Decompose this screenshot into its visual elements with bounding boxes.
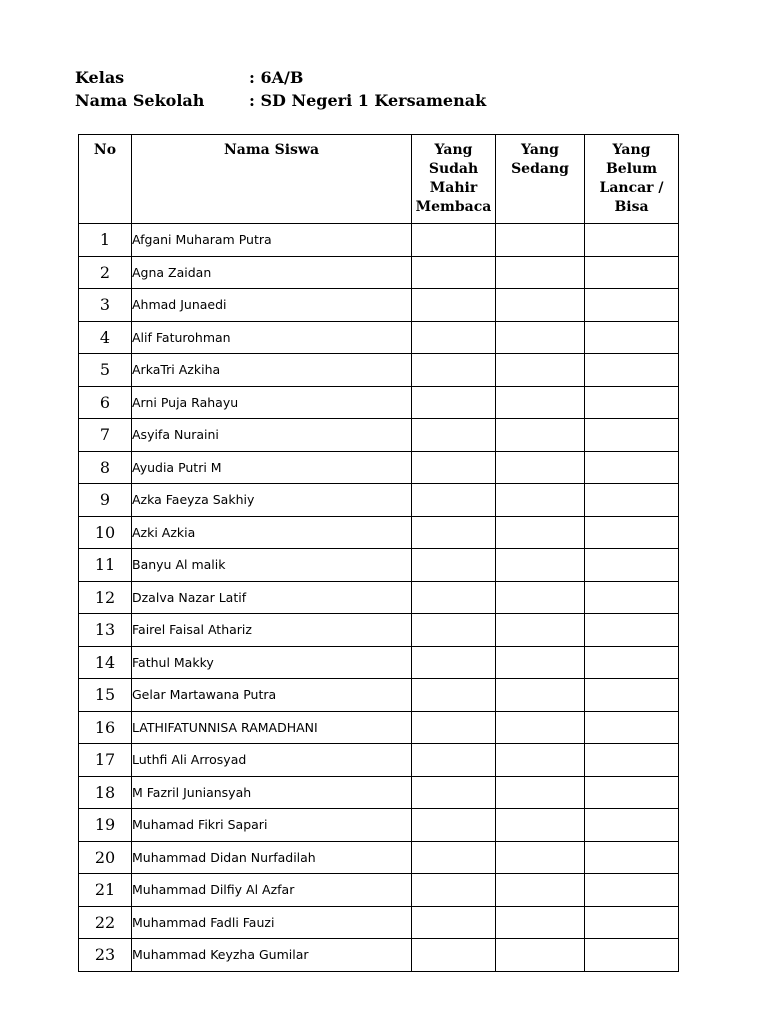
student-name: Muhammad Dilfiy Al Azfar [132, 874, 412, 907]
belum-cell [585, 906, 679, 939]
table-row [79, 354, 679, 387]
sedang-cell [496, 711, 585, 744]
belum-cell [585, 549, 679, 582]
column-header-no: No [79, 135, 132, 224]
mahir-cell [412, 484, 496, 517]
belum-cell [585, 874, 679, 907]
student-number: 22 [79, 906, 132, 939]
student-number: 13 [79, 614, 132, 647]
column-header-sedang: Yang Sedang [496, 135, 585, 224]
sekolah-row [75, 89, 486, 112]
table-row [79, 289, 679, 322]
student-name: Azka Faeyza Sakhiy [132, 484, 412, 517]
belum-cell [585, 224, 679, 257]
student-number: 5 [79, 354, 132, 387]
sekolah-value: : SD Negeri 1 Kersamenak [249, 91, 487, 110]
student-reading-table [78, 134, 679, 972]
belum-cell [585, 776, 679, 809]
mahir-cell [412, 906, 496, 939]
student-number: 15 [79, 679, 132, 712]
mahir-cell [412, 646, 496, 679]
mahir-cell [412, 711, 496, 744]
belum-cell [585, 451, 679, 484]
student-name: LATHIFATUNNISA RAMADHANI [132, 711, 412, 744]
student-name: Dzalva Nazar Latif [132, 581, 412, 614]
sedang-cell [496, 354, 585, 387]
student-name: Muhammad Keyzha Gumilar [132, 939, 412, 972]
sedang-cell [496, 484, 585, 517]
mahir-cell [412, 386, 496, 419]
table-row [79, 484, 679, 517]
student-number: 16 [79, 711, 132, 744]
sedang-cell [496, 386, 585, 419]
sedang-cell [496, 516, 585, 549]
mahir-cell [412, 516, 496, 549]
mahir-cell [412, 224, 496, 257]
table-row [79, 256, 679, 289]
student-name: Alif Faturohman [132, 321, 412, 354]
belum-cell [585, 744, 679, 777]
mahir-cell [412, 841, 496, 874]
table-row [79, 744, 679, 777]
table-row [79, 321, 679, 354]
mahir-cell [412, 321, 496, 354]
mahir-cell [412, 354, 496, 387]
sedang-cell [496, 679, 585, 712]
sedang-cell [496, 451, 585, 484]
belum-cell [585, 321, 679, 354]
student-number: 4 [79, 321, 132, 354]
student-name: Muhamad Fikri Sapari [132, 809, 412, 842]
table-row [79, 711, 679, 744]
belum-cell [585, 939, 679, 972]
sedang-cell [496, 581, 585, 614]
student-name: Afgani Muharam Putra [132, 224, 412, 257]
table-row [79, 939, 679, 972]
student-name: Azki Azkia [132, 516, 412, 549]
belum-cell [585, 646, 679, 679]
student-number: 21 [79, 874, 132, 907]
table-row [79, 809, 679, 842]
kelas-value: : 6A/B [249, 68, 304, 87]
student-name: Asyifa Nuraini [132, 419, 412, 452]
belum-cell [585, 809, 679, 842]
mahir-cell [412, 289, 496, 322]
column-header-name: Nama Siswa [132, 135, 412, 224]
student-name: Luthfi Ali Arrosyad [132, 744, 412, 777]
student-name: Ayudia Putri M [132, 451, 412, 484]
student-number: 18 [79, 776, 132, 809]
belum-cell [585, 256, 679, 289]
student-name: Gelar Martawana Putra [132, 679, 412, 712]
mahir-cell [412, 451, 496, 484]
student-name: Banyu Al malik [132, 549, 412, 582]
sekolah-label: Nama Sekolah [75, 91, 205, 110]
student-number: 7 [79, 419, 132, 452]
student-number: 3 [79, 289, 132, 322]
sedang-cell [496, 224, 585, 257]
student-number: 11 [79, 549, 132, 582]
sedang-cell [496, 874, 585, 907]
belum-cell [585, 516, 679, 549]
student-name: Ahmad Junaedi [132, 289, 412, 322]
student-name: Arni Puja Rahayu [132, 386, 412, 419]
table-header-row [79, 135, 679, 224]
sedang-cell [496, 776, 585, 809]
belum-cell [585, 484, 679, 517]
student-number: 17 [79, 744, 132, 777]
kelas-label: Kelas [75, 68, 125, 87]
sedang-cell [496, 321, 585, 354]
table-row [79, 874, 679, 907]
sedang-cell [496, 549, 585, 582]
belum-cell [585, 581, 679, 614]
document-header [75, 66, 486, 112]
table-row [79, 419, 679, 452]
belum-cell [585, 614, 679, 647]
belum-cell [585, 679, 679, 712]
table-row [79, 906, 679, 939]
table-row [79, 516, 679, 549]
table-row [79, 776, 679, 809]
belum-cell [585, 711, 679, 744]
student-number: 8 [79, 451, 132, 484]
table-row [79, 581, 679, 614]
student-number: 1 [79, 224, 132, 257]
sedang-cell [496, 841, 585, 874]
table-row [79, 386, 679, 419]
student-name: Muhammad Fadli Fauzi [132, 906, 412, 939]
table-row [79, 841, 679, 874]
sedang-cell [496, 646, 585, 679]
student-number: 23 [79, 939, 132, 972]
mahir-cell [412, 679, 496, 712]
sedang-cell [496, 809, 585, 842]
student-name: Muhammad Didan Nurfadilah [132, 841, 412, 874]
student-name: ArkaTri Azkiha [132, 354, 412, 387]
student-number: 10 [79, 516, 132, 549]
table-row [79, 646, 679, 679]
mahir-cell [412, 776, 496, 809]
student-name: Agna Zaidan [132, 256, 412, 289]
mahir-cell [412, 581, 496, 614]
kelas-row [75, 66, 486, 89]
table-row [79, 224, 679, 257]
sedang-cell [496, 744, 585, 777]
sedang-cell [496, 289, 585, 322]
column-header-mahir: Yang Sudah Mahir Membaca [412, 135, 496, 224]
mahir-cell [412, 549, 496, 582]
sedang-cell [496, 614, 585, 647]
student-number: 14 [79, 646, 132, 679]
mahir-cell [412, 419, 496, 452]
mahir-cell [412, 256, 496, 289]
belum-cell [585, 419, 679, 452]
mahir-cell [412, 939, 496, 972]
mahir-cell [412, 614, 496, 647]
student-name: Fathul Makky [132, 646, 412, 679]
student-number: 9 [79, 484, 132, 517]
table-row [79, 614, 679, 647]
belum-cell [585, 386, 679, 419]
sedang-cell [496, 939, 585, 972]
mahir-cell [412, 744, 496, 777]
belum-cell [585, 354, 679, 387]
column-header-belum: Yang Belum Lancar / Bisa [585, 135, 679, 224]
table-row [79, 549, 679, 582]
sedang-cell [496, 256, 585, 289]
student-name: Fairel Faisal Athariz [132, 614, 412, 647]
student-number: 6 [79, 386, 132, 419]
sedang-cell [496, 419, 585, 452]
belum-cell [585, 289, 679, 322]
student-number: 12 [79, 581, 132, 614]
table-row [79, 679, 679, 712]
table-row [79, 451, 679, 484]
sedang-cell [496, 906, 585, 939]
student-number: 2 [79, 256, 132, 289]
student-number: 20 [79, 841, 132, 874]
belum-cell [585, 841, 679, 874]
student-number: 19 [79, 809, 132, 842]
mahir-cell [412, 809, 496, 842]
student-name: M Fazril Juniansyah [132, 776, 412, 809]
mahir-cell [412, 874, 496, 907]
